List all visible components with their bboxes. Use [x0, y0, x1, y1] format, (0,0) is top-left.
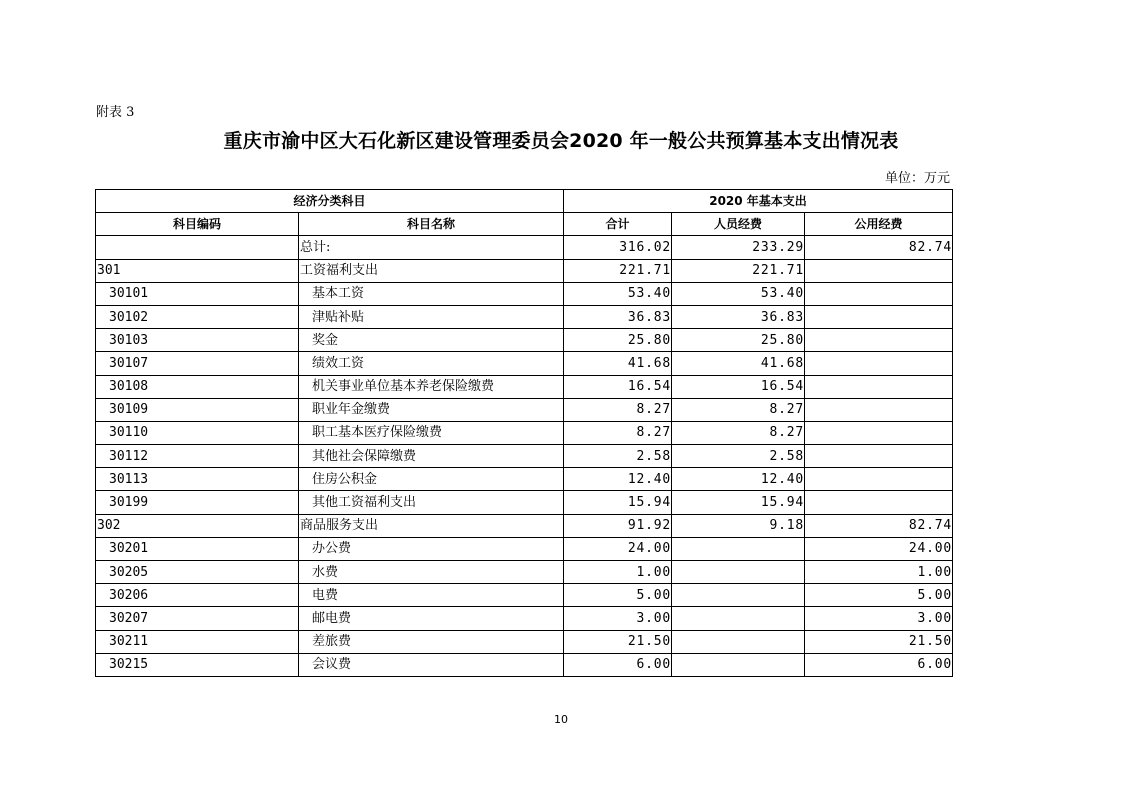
header-name: 科目名称	[299, 213, 564, 236]
cell-public	[805, 445, 953, 468]
cell-name: 津贴补贴	[299, 305, 564, 328]
cell-public: 5.00	[805, 584, 953, 607]
table-row	[96, 514, 953, 537]
header-classification: 经济分类科目	[96, 190, 564, 213]
cell-code: 30102	[96, 305, 299, 328]
cell-public: 24.00	[805, 537, 953, 560]
cell-code: 302	[96, 514, 299, 537]
cell-personnel	[672, 561, 805, 584]
cell-personnel	[672, 630, 805, 653]
table-row	[96, 491, 953, 514]
cell-total: 2.58	[564, 445, 672, 468]
unit-label: 单位：万元	[884, 171, 950, 186]
cell-public: 21.50	[805, 630, 953, 653]
cell-name: 会议费	[299, 653, 564, 676]
cell-total: 8.27	[564, 421, 672, 444]
table-row	[96, 305, 953, 328]
cell-personnel: 41.68	[672, 352, 805, 375]
cell-name: 办公费	[299, 537, 564, 560]
header-personnel: 人员经费	[672, 213, 805, 236]
cell-total: 12.40	[564, 468, 672, 491]
cell-code: 30206	[96, 584, 299, 607]
column-header-row	[96, 213, 953, 236]
cell-name: 邮电费	[299, 607, 564, 630]
cell-personnel: 25.80	[672, 329, 805, 352]
annex-label: 附表 3	[96, 105, 135, 120]
cell-public	[805, 329, 953, 352]
cell-code: 30205	[96, 561, 299, 584]
cell-total: 21.50	[564, 630, 672, 653]
table-row	[96, 329, 953, 352]
cell-personnel: 36.83	[672, 305, 805, 328]
cell-name: 其他社会保障缴费	[299, 445, 564, 468]
cell-total: 221.71	[564, 259, 672, 282]
cell-total: 91.92	[564, 514, 672, 537]
cell-code: 30113	[96, 468, 299, 491]
cell-public	[805, 491, 953, 514]
cell-total: 3.00	[564, 607, 672, 630]
cell-name: 其他工资福利支出	[299, 491, 564, 514]
cell-code: 30207	[96, 607, 299, 630]
cell-public	[805, 468, 953, 491]
table-row	[96, 259, 953, 282]
cell-code: 30199	[96, 491, 299, 514]
cell-personnel: 221.71	[672, 259, 805, 282]
cell-code: 30110	[96, 421, 299, 444]
cell-public	[805, 421, 953, 444]
table-row	[96, 375, 953, 398]
cell-total: 8.27	[564, 398, 672, 421]
cell-name: 电费	[299, 584, 564, 607]
cell-public: 6.00	[805, 653, 953, 676]
cell-total: 15.94	[564, 491, 672, 514]
cell-name: 机关事业单位基本养老保险缴费	[299, 375, 564, 398]
table-row	[96, 653, 953, 676]
cell-public	[805, 305, 953, 328]
table-row	[96, 398, 953, 421]
cell-personnel	[672, 537, 805, 560]
cell-public: 82.74	[805, 236, 953, 259]
cell-personnel	[672, 607, 805, 630]
cell-code: 30103	[96, 329, 299, 352]
table-row	[96, 468, 953, 491]
cell-personnel	[672, 653, 805, 676]
cell-total: 24.00	[564, 537, 672, 560]
cell-name: 奖金	[299, 329, 564, 352]
cell-public	[805, 398, 953, 421]
cell-personnel	[672, 584, 805, 607]
cell-total: 41.68	[564, 352, 672, 375]
cell-public: 1.00	[805, 561, 953, 584]
group-header-row	[96, 190, 953, 213]
cell-personnel: 8.27	[672, 398, 805, 421]
cell-personnel: 15.94	[672, 491, 805, 514]
table-row	[96, 607, 953, 630]
cell-name: 职业年金缴费	[299, 398, 564, 421]
cell-total: 5.00	[564, 584, 672, 607]
cell-public	[805, 259, 953, 282]
cell-code: 30211	[96, 630, 299, 653]
cell-public	[805, 282, 953, 305]
cell-code: 301	[96, 259, 299, 282]
table-row	[96, 630, 953, 653]
cell-code: 30112	[96, 445, 299, 468]
cell-public	[805, 375, 953, 398]
header-public: 公用经费	[805, 213, 953, 236]
table-row	[96, 561, 953, 584]
cell-name: 绩效工资	[299, 352, 564, 375]
cell-code: 30215	[96, 653, 299, 676]
cell-total: 316.02	[564, 236, 672, 259]
cell-name: 住房公积金	[299, 468, 564, 491]
cell-personnel: 53.40	[672, 282, 805, 305]
cell-name: 基本工资	[299, 282, 564, 305]
cell-public: 82.74	[805, 514, 953, 537]
cell-public	[805, 352, 953, 375]
table-row	[96, 445, 953, 468]
cell-code: 30201	[96, 537, 299, 560]
cell-total: 25.80	[564, 329, 672, 352]
cell-code: 30107	[96, 352, 299, 375]
cell-code: 30108	[96, 375, 299, 398]
cell-total: 16.54	[564, 375, 672, 398]
cell-personnel: 8.27	[672, 421, 805, 444]
cell-name: 差旅费	[299, 630, 564, 653]
table-row	[96, 584, 953, 607]
cell-public: 3.00	[805, 607, 953, 630]
table-header	[96, 190, 953, 236]
cell-total: 6.00	[564, 653, 672, 676]
table-row	[96, 282, 953, 305]
cell-personnel: 233.29	[672, 236, 805, 259]
cell-personnel: 16.54	[672, 375, 805, 398]
header-budget-year: 2020 年基本支出	[564, 190, 953, 213]
cell-total: 1.00	[564, 561, 672, 584]
cell-code	[96, 236, 299, 259]
cell-personnel: 9.18	[672, 514, 805, 537]
cell-name: 商品服务支出	[299, 514, 564, 537]
cell-name: 职工基本医疗保险缴费	[299, 421, 564, 444]
cell-personnel: 12.40	[672, 468, 805, 491]
cell-name: 工资福利支出	[299, 259, 564, 282]
table-row	[96, 421, 953, 444]
table-body	[96, 236, 953, 677]
cell-name: 总计:	[299, 236, 564, 259]
cell-name: 水费	[299, 561, 564, 584]
cell-code: 30101	[96, 282, 299, 305]
page-title: 重庆市渝中区大石化新区建设管理委员会2020 年一般公共预算基本支出情况表	[223, 130, 899, 152]
cell-personnel: 2.58	[672, 445, 805, 468]
cell-code: 30109	[96, 398, 299, 421]
budget-table	[95, 189, 953, 677]
cell-total: 36.83	[564, 305, 672, 328]
table-row	[96, 352, 953, 375]
table-row	[96, 537, 953, 560]
header-total: 合计	[564, 213, 672, 236]
table-row	[96, 236, 953, 259]
cell-total: 53.40	[564, 282, 672, 305]
header-code: 科目编码	[96, 213, 299, 236]
page-number: 10	[554, 713, 568, 726]
